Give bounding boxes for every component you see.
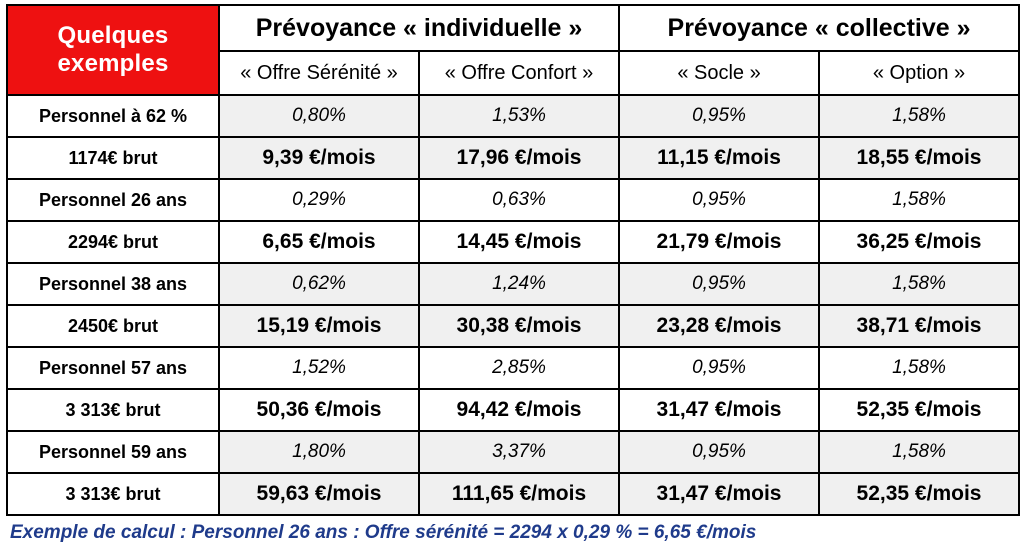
corner-header: Quelques exemples [7, 5, 219, 95]
table-row [7, 95, 1019, 137]
row-label-line1: Personnel 57 ans [7, 347, 219, 389]
cell-amount: 50,36 €/mois [219, 389, 419, 431]
cell-amount: 52,35 €/mois [819, 389, 1019, 431]
cell-percent: 1,58% [819, 95, 1019, 137]
header-row-groups [7, 5, 1019, 51]
cell-amount: 30,38 €/mois [419, 305, 619, 347]
table-row [7, 137, 1019, 179]
table-row [7, 431, 1019, 473]
cell-amount: 15,19 €/mois [219, 305, 419, 347]
row-label-line1: Personnel à 62 % [7, 95, 219, 137]
cell-percent: 0,95% [619, 431, 819, 473]
cell-percent: 1,52% [219, 347, 419, 389]
cell-percent: 1,58% [819, 263, 1019, 305]
cell-amount: 31,47 €/mois [619, 473, 819, 515]
group-header-individuelle: Prévoyance « individuelle » [219, 5, 619, 51]
rate-table [6, 4, 1020, 516]
cell-percent: 0,63% [419, 179, 619, 221]
cell-percent: 1,58% [819, 431, 1019, 473]
cell-amount: 21,79 €/mois [619, 221, 819, 263]
sub-header-option: « Option » [819, 51, 1019, 95]
cell-percent: 2,85% [419, 347, 619, 389]
cell-percent: 0,95% [619, 347, 819, 389]
table-body [7, 95, 1019, 515]
row-label-line1: Personnel 38 ans [7, 263, 219, 305]
cell-percent: 1,58% [819, 347, 1019, 389]
table-row [7, 389, 1019, 431]
table-row [7, 347, 1019, 389]
row-label-line1: Personnel 26 ans [7, 179, 219, 221]
cell-amount: 31,47 €/mois [619, 389, 819, 431]
cell-amount: 17,96 €/mois [419, 137, 619, 179]
sub-header-socle: « Socle » [619, 51, 819, 95]
cell-percent: 1,53% [419, 95, 619, 137]
cell-percent: 0,62% [219, 263, 419, 305]
sub-header-offre-confort: « Offre Confort » [419, 51, 619, 95]
cell-amount: 23,28 €/mois [619, 305, 819, 347]
cell-amount: 11,15 €/mois [619, 137, 819, 179]
cell-amount: 38,71 €/mois [819, 305, 1019, 347]
table-row [7, 305, 1019, 347]
row-label-line2: 3 313€ brut [7, 473, 219, 515]
cell-percent: 0,80% [219, 95, 419, 137]
cell-percent: 3,37% [419, 431, 619, 473]
table-row [7, 221, 1019, 263]
row-label-line2: 2294€ brut [7, 221, 219, 263]
cell-amount: 18,55 €/mois [819, 137, 1019, 179]
cell-amount: 9,39 €/mois [219, 137, 419, 179]
cell-amount: 111,65 €/mois [419, 473, 619, 515]
table-head [7, 5, 1019, 95]
table-row [7, 179, 1019, 221]
cell-amount: 59,63 €/mois [219, 473, 419, 515]
table-row [7, 473, 1019, 515]
cell-percent: 0,29% [219, 179, 419, 221]
cell-percent: 1,24% [419, 263, 619, 305]
cell-amount: 52,35 €/mois [819, 473, 1019, 515]
table-row [7, 263, 1019, 305]
cell-percent: 0,95% [619, 263, 819, 305]
rate-table-sheet [0, 4, 1024, 547]
row-label-line2: 3 313€ brut [7, 389, 219, 431]
calculation-example-note: Exemple de calcul : Personnel 26 ans : Offre sérénité = 2294 x 0,29 % = 6,65 €/mois [10, 522, 757, 543]
group-header-collective: Prévoyance « collective » [619, 5, 1019, 51]
cell-amount: 6,65 €/mois [219, 221, 419, 263]
cell-amount: 36,25 €/mois [819, 221, 1019, 263]
cell-percent: 1,80% [219, 431, 419, 473]
row-label-line2: 1174€ brut [7, 137, 219, 179]
cell-percent: 1,58% [819, 179, 1019, 221]
row-label-line1: Personnel 59 ans [7, 431, 219, 473]
row-label-line2: 2450€ brut [7, 305, 219, 347]
cell-percent: 0,95% [619, 179, 819, 221]
cell-amount: 94,42 €/mois [419, 389, 619, 431]
cell-amount: 14,45 €/mois [419, 221, 619, 263]
cell-percent: 0,95% [619, 95, 819, 137]
sub-header-offre-serenite: « Offre Sérénité » [219, 51, 419, 95]
